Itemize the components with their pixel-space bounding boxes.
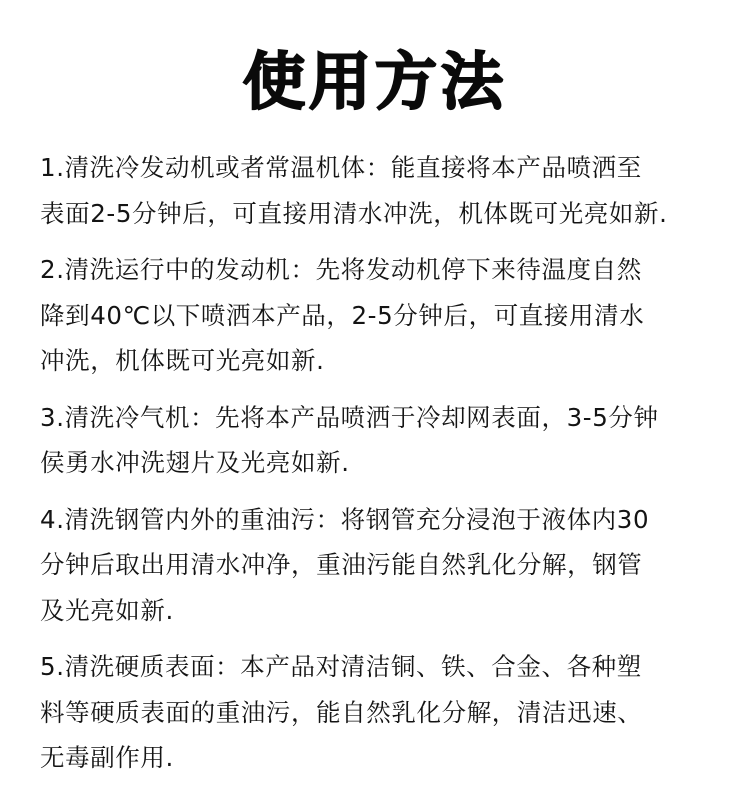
step-line: 料等硬质表面的重油污，能自然乳化分解，清洁迅速、 (40, 697, 643, 727)
step-line: 侯勇水冲洗翅片及光亮如新. (40, 448, 350, 477)
step-line: 无毒副作用. (40, 743, 174, 772)
step-line: 及光亮如新. (40, 595, 174, 625)
step-line: 冲洗，机体既可光亮如新. (40, 346, 325, 375)
step-line: 降到40℃以下喷洒本产品，2-5分钟后，可直接用清水 (40, 300, 645, 330)
instruction-step-3 (40, 395, 730, 486)
instruction-list (40, 145, 730, 792)
step-line: 4.清洗钢管内外的重油污：将钢管充分浸泡于液体内30 (40, 504, 650, 534)
instruction-step-2 (40, 247, 730, 384)
step-line: 1.清洗冷发动机或者常温机体：能直接将本产品喷洒至 (40, 153, 642, 182)
instruction-step-1 (40, 145, 730, 236)
step-line: 分钟后取出用清水冲净，重油污能自然乳化分解，钢管 (40, 550, 643, 579)
step-line: 2.清洗运行中的发动机：先将发动机停下来待温度自然 (40, 255, 642, 284)
step-line: 表面2-5分钟后，可直接用清水冲洗，机体既可光亮如新. (40, 198, 668, 228)
instruction-step-4 (40, 497, 730, 634)
instruction-step-5 (40, 644, 730, 781)
step-line: 5.清洗硬质表面：本产品对清洁铜、铁、合金、各种塑 (40, 652, 642, 681)
page-title: 使用方法 (242, 45, 507, 118)
step-line: 3.清洗冷气机：先将本产品喷洒于冷却网表面，3-5分钟 (40, 402, 659, 432)
